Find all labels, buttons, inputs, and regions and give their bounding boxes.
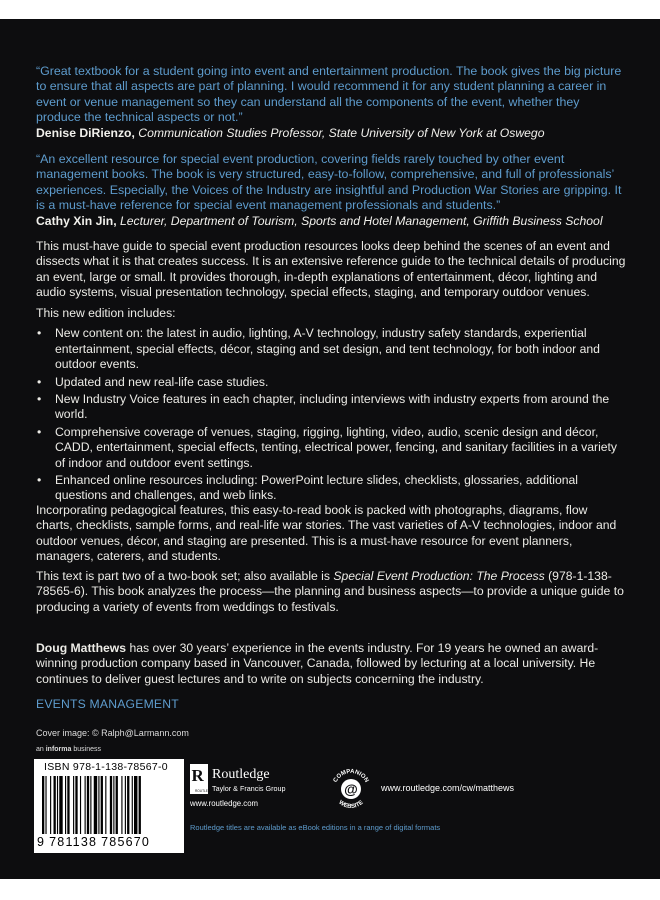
routledge-logo-wordmark: ROUTLEDGE (195, 789, 215, 793)
list-item: • Updated and new real-life case studies. (36, 375, 626, 390)
barcode-bar (75, 776, 77, 834)
svg-text:WEBSITE (337, 800, 364, 810)
pedagogy-text: Incorporating pedagogical features, this easy-to-read book is packed with photographs, diagrams, flow charts, checklists, sample forms, and real-life war stories. The vast varieties of A-V technologies, indoor and outdoor venues, décor, and staging are presented. This is a must-have resource for event planners, managers, caterers, and students. (36, 503, 617, 564)
barcode-bar (87, 776, 89, 834)
list-item: • New content on: the latest in audio, lighting, A-V technology, industry safety standards, experiential entertainment, special effects, décor, staging and set design, and tent technology, for both indoor and outdoor events. (36, 326, 626, 372)
informa-prefix: an (36, 746, 46, 753)
barcode-bar (105, 776, 106, 834)
barcode-bar (57, 776, 58, 834)
barcode-bar (54, 776, 56, 834)
barcode-bar (125, 776, 126, 834)
publisher-group: Taylor & Francis Group (212, 784, 286, 793)
publisher-name: Routledge (212, 767, 270, 782)
cover-image-credit: Cover image: © Ralph@Larmann.com (36, 728, 189, 738)
barcode-bar (98, 776, 99, 834)
informa-brand: informa (45, 746, 72, 753)
barcode-bar (59, 776, 62, 834)
barcode-bar (94, 776, 97, 834)
ean-digit-group: 9 (37, 835, 46, 849)
quote-text: “An excellent resource for special event production, covering fields rarely touched by other event management books. The book is very structured, easy-to-follow, comprehensive, and full of professionals’ experiences. Especially, the Voices of the Industry are insightful and Production War Stories are gripping. It is a must-have reference for special event management professionals and students.” (36, 152, 622, 212)
new-edition-section (36, 306, 626, 506)
quote-attribution (36, 126, 626, 141)
barcode-bars (42, 776, 176, 834)
companion-book-title: Special Event Production: The Process (333, 569, 545, 583)
author-bio-body: has over 30 years’ experience in the events industry. For 19 years he owned an award-winning production company based in Vancouver, Canada, followed by lecturing at a local university. He continues to deliver guest lectures and to write on subjects concerning the industry. (36, 641, 599, 686)
informa-suffix: business (71, 746, 101, 753)
barcode-bar (132, 776, 133, 834)
list-item: • New Industry Voice features in each chapter, including interviews with industry experts from around the world. (36, 392, 626, 423)
barcode-bar (45, 776, 46, 834)
new-edition-intro: This new edition includes: (36, 306, 176, 320)
barcode-bar (67, 776, 69, 834)
review-quote-1 (36, 64, 626, 141)
companion-website-icon (326, 764, 376, 814)
list-item: • Enhanced online resources including: PowerPoint lecture slides, checklists, glossaries, additional questions and challenges, and web links. (36, 473, 626, 504)
publisher-url[interactable]: www.routledge.com (190, 799, 259, 808)
companion-badge-bottom: WEBSITE (337, 799, 365, 811)
author-bio (36, 641, 626, 687)
barcode-bar (50, 776, 51, 834)
barcode-bar (116, 776, 118, 834)
quote-text: “Great textbook for a student going into event and entertainment production. The book gives the big picture to ensure that all aspects are part of planning. I would recommend it for any student planning a career in event or venue management so they can understand all the components of the event, whether they produce the technical aspects or not.” (36, 64, 622, 124)
reviewer-role: Communication Studies Professor, State University of New York at Oswego (138, 126, 545, 141)
feature-list (36, 326, 626, 503)
informa-business-label (36, 746, 626, 753)
barcode-bar (121, 776, 122, 834)
book-description (36, 239, 626, 301)
routledge-logo-letter: R (191, 766, 204, 785)
barcode-bar (80, 776, 81, 834)
companion-at-symbol: @ (344, 781, 358, 797)
barcode-bar (110, 776, 112, 834)
author-bio-text (36, 641, 626, 687)
ean-digit-group: 781138 (49, 835, 98, 849)
review-quote-2 (36, 152, 626, 229)
quote-attribution (36, 214, 626, 229)
companion-book-paragraph (36, 569, 626, 615)
barcode-bar (101, 776, 103, 834)
companion-text (36, 569, 626, 615)
routledge-logo-icon (190, 764, 215, 794)
back-cover (0, 19, 660, 879)
reviewer-name: Denise DiRienzo, (36, 126, 135, 141)
companion-text-after: (978-1-138-78565-6). This book analyzes the process—the planning and business aspects—to provide a unique guide to producing a variety of events from weddings to festivals. (36, 569, 624, 614)
barcode-bar (134, 776, 137, 834)
isbn-number: ISBN 978-1-138-78567-0 (44, 761, 168, 773)
reviewer-role: Lecturer, Department of Tourism, Sports and Hotel Management, Griffith Business School (119, 214, 603, 229)
barcode-bar (90, 776, 91, 834)
isbn-barcode (34, 759, 184, 853)
barcode-bar (65, 776, 66, 834)
barcode-bar (127, 776, 129, 834)
barcode-bar (85, 776, 86, 834)
companion-text-before: This text is part two of a two-book set; also available is (36, 569, 334, 583)
reviewer-name: Cathy Xin Jin, (36, 214, 117, 229)
barcode-bar (113, 776, 114, 834)
author-name: Doug Matthews (36, 641, 127, 655)
ean-digits (37, 835, 154, 849)
list-item: • Comprehensive coverage of venues, staging, rigging, lighting, video, audio, scenic design and décor, CADD, entertainment, special effects, tenting, electrical power, fencing, and sanitary facilities in a variety of indoor and outdoor event settings. (36, 425, 626, 471)
ean-digit-group: 785670 (101, 835, 151, 849)
companion-badge-top: COMPANION (332, 768, 370, 784)
ebook-availability-note: Routledge titles are available as eBook editions in a range of digital formats (190, 823, 441, 832)
barcode-bar (73, 776, 74, 834)
barcode-bar (139, 776, 141, 834)
companion-website-url[interactable]: www.routledge.com/cw/matthews (381, 783, 515, 793)
subject-category: EVENTS MANAGEMENT (36, 697, 179, 711)
barcode-bar (42, 776, 44, 834)
pedagogy-paragraph (36, 503, 626, 565)
description-text: This must-have guide to special event production resources looks deep behind the scenes of an event and dissects what it is that creates success. It is an extensive reference guide to the technical details of producing an event, large or small. It provides thorough, in-depth explanations of entertainment, décor, lighting and audio systems, visual presentation technology, special effects, staging, and temporary outdoor venues. (36, 239, 626, 300)
